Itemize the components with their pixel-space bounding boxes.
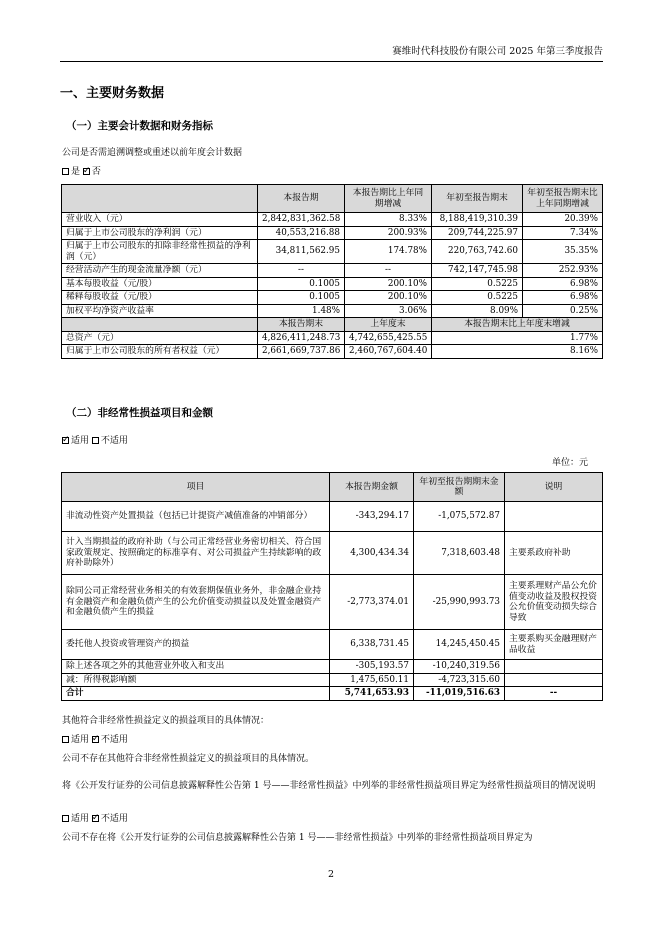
other-definition-applicability — [62, 733, 602, 747]
row-label: 除同公司正常经营业务相关的有效套期保值业务外，非金融企业持有金融资产和金融负债产生的公允价值变动损益以及处置金融资产和金融负债产生的损益 — [62, 575, 330, 630]
value-cell: 7,318,603.48 — [414, 532, 505, 575]
value-cell: 1.77% — [432, 331, 603, 345]
answer-yes-label: 是 — [71, 167, 81, 177]
value-cell: 1,475,650.11 — [330, 673, 414, 687]
total-value: 5,741,653.93 — [330, 687, 414, 701]
checkbox-checked-icon — [83, 168, 90, 175]
table-total-row — [62, 687, 603, 701]
page-header: 赛维时代科技股份有限公司 2025 年第三季度报告 — [60, 43, 603, 62]
value-cell: 209,744,225.97 — [432, 226, 523, 240]
checkbox-unchecked-icon — [62, 736, 69, 743]
value-cell: 0.5225 — [432, 291, 523, 305]
value-cell: 0.5225 — [432, 277, 523, 291]
checkbox-unchecked-icon — [92, 437, 99, 444]
value-cell: -10,240,319.56 — [414, 660, 505, 674]
value-cell: 4,826,411,248.73 — [258, 331, 345, 345]
reclassification-none: 公司不存在将《公开发行证券的公司信息披露解释性公告第 1 号——非经常性损益》中列举的非经常性损益项目界定为 — [62, 833, 533, 843]
other-definition-none: 公司不存在其他符合非经常性损益定义的损益项目的具体情况。 — [62, 754, 315, 764]
reclassification-applicability — [62, 812, 602, 826]
applicable-label: 适用 — [71, 436, 90, 446]
table-header-cell: 本报告期比上年同期增减 — [345, 185, 432, 213]
table-subheader-cell — [62, 318, 258, 332]
table-row — [62, 345, 603, 359]
table-row — [62, 331, 603, 345]
subsection-title-accounting-data: （一）主要会计数据和财务指标 — [66, 120, 213, 132]
table-row — [62, 226, 603, 240]
row-label: 委托他人投资或管理资产的损益 — [62, 630, 330, 660]
table-header-cell: 说明 — [505, 473, 603, 502]
table-subheader-cell: 本报告期末 — [258, 318, 345, 332]
total-label: 合计 — [62, 687, 330, 701]
value-cell: 40,553,216.88 — [258, 226, 345, 240]
row-label: 归属于上市公司股东的净利润（元） — [62, 226, 258, 240]
table-header-cell: 本报告期金额 — [330, 473, 414, 502]
row-label: 减：所得税影响额 — [62, 673, 330, 687]
total-note: -- — [505, 687, 603, 701]
answer-no-label: 否 — [91, 167, 101, 177]
table-row — [62, 660, 603, 674]
table-header-cell: 年初至报告期末 — [432, 185, 523, 213]
value-cell: 252.93% — [523, 264, 603, 278]
section-title-financial-data: 一、主要财务数据 — [60, 86, 165, 101]
value-cell: 1.48% — [258, 304, 345, 318]
row-label: 归属于上市公司股东的所有者权益（元） — [62, 345, 258, 359]
unit-label: 单位：元 — [551, 458, 588, 468]
row-label: 除上述各项之外的其他营业外收入和支出 — [62, 660, 330, 674]
note-cell: 主要系政府补助 — [505, 532, 603, 575]
page-number: 2 — [327, 869, 335, 880]
note-cell: 主要系理财产品公允价值变动收益及股权投资公允价值变动损失综合导致 — [505, 575, 603, 630]
value-cell: 8.16% — [432, 345, 603, 359]
not-applicable-label: 不适用 — [100, 436, 128, 446]
applicability-line — [62, 434, 602, 448]
row-label: 加权平均净资产收益率 — [62, 304, 258, 318]
value-cell: 220,763,742.60 — [432, 240, 523, 264]
subsection-title-non-recurring: （二）非经常性损益项目和金额 — [66, 407, 213, 419]
value-cell: 0.25% — [523, 304, 603, 318]
table-row — [62, 502, 603, 532]
value-cell: -25,990,993.73 — [414, 575, 505, 630]
value-cell: 8.33% — [345, 213, 432, 227]
row-label: 基本每股收益（元/股） — [62, 277, 258, 291]
value-cell: -343,294.17 — [330, 502, 414, 532]
value-cell: -2,773,374.01 — [330, 575, 414, 630]
checkbox-unchecked-icon — [62, 815, 69, 822]
value-cell: 0.1005 — [258, 277, 345, 291]
row-label: 计入当期损益的政府补助（与公司正常经营业务密切相关、符合国家政策规定、按照确定的标准享有、对公司损益产生持续影响的政府补助除外） — [62, 532, 330, 575]
value-cell: 8,188,419,310.39 — [432, 213, 523, 227]
note-cell — [505, 502, 603, 532]
value-cell: 7.34% — [523, 226, 603, 240]
value-cell: -- — [258, 264, 345, 278]
row-label: 稀释每股收益（元/股） — [62, 291, 258, 305]
checkbox-checked-icon — [62, 437, 69, 444]
value-cell: -1,075,572.87 — [414, 502, 505, 532]
note-cell — [505, 673, 603, 687]
value-cell: 2,842,831,362.58 — [258, 213, 345, 227]
value-cell: 200.10% — [345, 291, 432, 305]
value-cell: 14,245,450.45 — [414, 630, 505, 660]
table-row — [62, 532, 603, 575]
table-header-cell: 本报告期 — [258, 185, 345, 213]
value-cell: 2,460,767,604.40 — [345, 345, 432, 359]
value-cell: -305,193.57 — [330, 660, 414, 674]
table-header-cell: 年初至报告期期末金额 — [414, 473, 505, 502]
row-label: 营业收入（元） — [62, 213, 258, 227]
value-cell: 6,338,731.45 — [330, 630, 414, 660]
restatement-question: 公司是否需追溯调整或重述以前年度会计数据 — [62, 148, 243, 158]
row-label: 经营活动产生的现金流量净额（元） — [62, 264, 258, 278]
value-cell: 20.39% — [523, 213, 603, 227]
table-row — [62, 291, 603, 305]
applicable-label: 适用 — [71, 735, 90, 745]
value-cell: 742,147,745.98 — [432, 264, 523, 278]
table-row — [62, 277, 603, 291]
reclassification-explanation: 将《公开发行证券的公司信息披露解释性公告第 1 号——非经常性损益》中列举的非经常性损益项目界定为经常性损益项目的情况说明 — [62, 781, 596, 791]
checkbox-unchecked-icon — [62, 168, 69, 175]
note-cell — [505, 660, 603, 674]
value-cell: 6.98% — [523, 277, 603, 291]
row-label: 非流动性资产处置损益（包括已计提资产减值准备的冲销部分） — [62, 502, 330, 532]
value-cell: 2,661,669,737.86 — [258, 345, 345, 359]
table-row — [62, 630, 603, 660]
value-cell: 200.93% — [345, 226, 432, 240]
value-cell: 6.98% — [523, 291, 603, 305]
row-label: 总资产（元） — [62, 331, 258, 345]
value-cell: 200.10% — [345, 277, 432, 291]
total-value: -11,019,516.63 — [414, 687, 505, 701]
table-row — [62, 213, 603, 227]
value-cell: -4,723,315.60 — [414, 673, 505, 687]
value-cell: 34,811,562.95 — [258, 240, 345, 264]
table-row — [62, 673, 603, 687]
value-cell: 35.35% — [523, 240, 603, 264]
table-subheader-cell: 上年度末 — [345, 318, 432, 332]
not-applicable-label: 不适用 — [100, 735, 128, 745]
row-label: 归属于上市公司股东的扣除非经常性损益的净利润（元） — [62, 240, 258, 264]
value-cell: 174.78% — [345, 240, 432, 264]
table-row — [62, 264, 603, 278]
table-header-cell — [62, 185, 258, 213]
value-cell: 3.06% — [345, 304, 432, 318]
value-cell: -- — [345, 264, 432, 278]
table-subheader-cell: 本报告期末比上年度末增减 — [432, 318, 603, 332]
checkbox-checked-icon — [92, 736, 99, 743]
value-cell: 4,742,655,425.55 — [345, 331, 432, 345]
table-header-cell: 年初至报告期末比上年同期增减 — [523, 185, 603, 213]
table-row — [62, 240, 603, 264]
applicable-label: 适用 — [71, 814, 90, 824]
value-cell: 8.09% — [432, 304, 523, 318]
note-cell: 主要系购买金融理财产品收益 — [505, 630, 603, 660]
non-recurring-items-table — [61, 472, 603, 701]
not-applicable-label: 不适用 — [100, 814, 128, 824]
value-cell: 4,300,434.34 — [330, 532, 414, 575]
other-definition-text: 其他符合非经常性损益定义的损益项目的具体情况： — [62, 716, 270, 726]
restatement-answer — [62, 165, 602, 179]
checkbox-checked-icon — [92, 815, 99, 822]
key-accounting-data-table — [61, 184, 603, 359]
value-cell: 0.1005 — [258, 291, 345, 305]
table-row — [62, 575, 603, 630]
table-row — [62, 304, 603, 318]
table-header-cell: 项目 — [62, 473, 330, 502]
